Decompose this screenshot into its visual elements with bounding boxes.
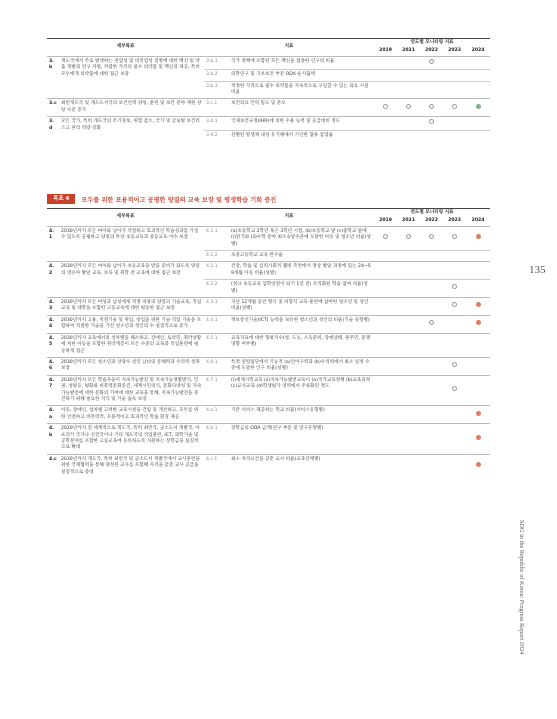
monitoring-cell	[420, 298, 443, 316]
monitoring-cell	[420, 454, 443, 478]
table-row	[47, 117, 490, 130]
monitoring-empty-circle-icon	[383, 104, 388, 109]
monitoring-cell	[443, 56, 466, 69]
target-column-header: 세부목표	[47, 39, 204, 57]
monitoring-empty-circle-icon	[429, 104, 434, 109]
monitoring-empty-circle-icon	[429, 59, 434, 64]
monitoring-empty-circle-icon	[452, 234, 457, 239]
monitoring-cell	[420, 406, 443, 424]
indicator-code: 4.1.2	[204, 251, 229, 262]
monitoring-filled-circle-icon	[476, 462, 481, 467]
target-text: 아동, 장애인, 성차별 고려한 교육시설을 건립 및 개선하고, 모두를 위한 안전하고 비폭력적, 포용적이고 효과적인 학습 환경 제공	[59, 406, 204, 424]
target-text: 2030년까지 모든 여아와 남아가 적절하고 효과적인 학습성과를 가질 수 있도록 공평하고 양질의 무상 초등교육과 중등교육 이수 보장	[59, 226, 204, 262]
indicator-column-header: 지표	[204, 209, 374, 227]
monitoring-empty-circle-icon	[452, 362, 457, 367]
monitoring-cell	[420, 375, 443, 406]
goal3-indicator-table	[47, 38, 490, 141]
target-text: 최빈개도국 및 개도도서국의 보건인력 양성, 훈련 및 보건 분야 재원 상당 수준 증가	[59, 99, 204, 117]
target-column-header: 세부목표	[47, 209, 204, 227]
target-text: 2020년까지 전 세계적으로 개도국, 특히 최빈국, 군소도서 개발국, 아프리카 국가나 선진국이나 기타 개도국의 직업훈련, ICT, 과학기술 및 공학분야를 포함한 고등교육에 등록하도록 지원하는 장학금을 실질적으로 확대	[59, 424, 204, 455]
monitoring-cell	[397, 375, 420, 406]
indicator-code: 4.6.1	[204, 357, 229, 375]
monitoring-cell	[420, 81, 443, 99]
monitoring-cell	[374, 333, 397, 357]
indicator-text: 교육지표에 대한 형평지수(성, 도농, 소득분위, 장애상태, 원주민, 분쟁영향 여부별)	[229, 333, 374, 357]
indicator-code: 3.c.1	[204, 99, 229, 117]
monitoring-cell	[420, 99, 443, 117]
year-header: 2023	[448, 218, 461, 224]
table-row	[47, 424, 490, 455]
monitoring-empty-circle-icon	[406, 104, 411, 109]
indicator-text: 초중고등학교 교육 완수율	[229, 251, 374, 262]
table-row	[47, 298, 490, 316]
indicator-text: 기본 서비스 제공하는 학교 비율(서비스유형별)	[229, 406, 374, 424]
monitoring-cell	[420, 130, 443, 141]
indicator-text: (정규 초등교육 입학연령이 되기 1년 전) 조직화된 학습 참여 비율(성별)	[229, 280, 374, 298]
monitoring-cell	[420, 226, 443, 250]
monitoring-cell	[397, 262, 420, 280]
target-text: 모든 국가, 특히 개도국의 조기경보, 위험 감소, 국가 및 글로벌 보건리스크 관리 역량 강화	[59, 117, 204, 141]
monitoring-cell	[443, 262, 466, 280]
monitoring-empty-circle-icon	[383, 234, 388, 239]
target-text: 2030년까지 개도국, 특히 최빈국 및 군소도서 개발국에서 교사훈련을 위한 국제협력을 통해 양성된 교사를 포함해 자격을 갖춘 교사 공급을 실질적으로 증대	[59, 454, 204, 478]
table-row	[47, 56, 490, 69]
monitoring-cell	[374, 454, 397, 478]
table-row	[47, 262, 490, 280]
indicator-code: 3.d.2	[204, 130, 229, 141]
indicator-code: 4.4.1	[204, 315, 229, 333]
monitoring-cell	[443, 130, 466, 141]
target-text: 2030년까지 교육에서의 성차별을 해소하고, 장애인, 토착민, 취약상황에 처한 아동을 포함한 취약계층이 모든 수준의 교육과 직업훈련에 평등하게 접근	[59, 333, 204, 357]
year-header: 2023	[448, 48, 461, 54]
target-text: 2030년까지 고용, 적정기술 및 취업, 창업을 위한 기술·직업 기술을 포함하여 적절한 기술을 가진 청소년과 성인의 수 실질적으로 증가	[59, 315, 204, 333]
table-row	[47, 357, 490, 375]
indicator-code: 4.3.1	[204, 298, 229, 316]
monitoring-cell	[420, 56, 443, 69]
monitoring-cell	[397, 424, 420, 455]
monitoring-cell	[466, 251, 490, 262]
target-code: 4.b	[47, 424, 59, 455]
monitoring-filled-circle-icon	[476, 234, 481, 239]
indicator-text: 의학연구 및 기초보건 부문 ODA 순지출액	[229, 70, 374, 81]
monitoring-cell	[397, 251, 420, 262]
monitoring-cell	[397, 70, 420, 81]
monitoring-cell	[374, 251, 397, 262]
indicator-text: 국제보건규정(IHR)에 의한 수용 능력 및 응급대비 정도	[229, 117, 374, 130]
year-header: 2021	[402, 48, 415, 54]
monitoring-filled-circle-icon	[476, 435, 481, 440]
indicator-code: 4.5.1	[204, 333, 229, 357]
table-row	[47, 406, 490, 424]
target-code: 4.1	[47, 226, 59, 262]
monitoring-cell	[443, 315, 466, 333]
monitoring-cell	[443, 375, 466, 406]
monitoring-cell	[374, 262, 397, 280]
year-header: 2024	[471, 218, 485, 224]
indicator-text: 선별된 항생제 내성 유기체에서 기인한 혈류 감염률	[229, 130, 374, 141]
monitoring-empty-circle-icon	[452, 104, 457, 109]
indicator-code: 4.1.1	[204, 226, 229, 250]
monitoring-cell	[466, 226, 490, 250]
indicator-code: 4.c.1	[204, 454, 229, 478]
monitoring-empty-circle-icon	[429, 119, 434, 124]
monitoring-cell	[397, 56, 420, 69]
monitoring-cell	[466, 117, 490, 130]
monitoring-cell	[443, 406, 466, 424]
indicator-text: (i)세계시민교육 (ii)지속가능발전교육이 (a)국가교육정책 (b)교육과정 (c)교사교육 (d)학생평가 영역에서 주류화된 정도	[229, 375, 374, 406]
monitoring-cell	[397, 280, 420, 298]
target-text: 2030년까지 모든 학습자들이 지속가능발전 및 지속가능생활방식, 인권, 성평등, 평화와 비폭력문화증진, 세계시민의식, 문화다양성 및 지속가능발전에 대한 문화의 기여에 대한 교육을 통해, 지속가능발전을 증진하기 위해 필요한 지식 및 기술 습득 보장	[59, 375, 204, 406]
monitoring-green-circle-icon	[476, 104, 481, 109]
monitoring-filled-circle-icon	[476, 302, 481, 307]
target-code: 4.2	[47, 262, 59, 298]
target-code: 4.6	[47, 357, 59, 375]
monitoring-cell	[374, 357, 397, 375]
indicator-text: 건강, 학습 및 심리사회적 웰빙 측면에서 정상 발달 과정에 있는 24~59개월 아동 비율(성별)	[229, 262, 374, 280]
monitoring-cell	[420, 280, 443, 298]
monitoring-cell	[466, 315, 490, 333]
monitoring-cell	[466, 333, 490, 357]
monitoring-cell	[466, 99, 490, 117]
monitoring-cell	[374, 315, 397, 333]
monitoring-cell	[443, 424, 466, 455]
monitoring-cell	[397, 357, 420, 375]
monitoring-cell	[466, 280, 490, 298]
monitoring-cell	[397, 454, 420, 478]
monitoring-cell	[466, 454, 490, 478]
goal4-title: 모두를 위한 포용적이고 공평한 양질의 교육 보장 및 평생학습 기회 증진	[81, 196, 277, 204]
monitoring-cell	[443, 99, 466, 117]
monitoring-cell	[443, 357, 466, 375]
indicator-text: 특정 연령집단에서 기능적 (a)언어구력과 (b)수리력에서 최소 일정 수준에 도달한 인구 비율(성별)	[229, 357, 374, 375]
target-code: 4.4	[47, 315, 59, 333]
monitoring-cell	[374, 406, 397, 424]
monitoring-cell	[397, 99, 420, 117]
monitoring-empty-circle-icon	[406, 234, 411, 239]
table-row	[47, 333, 490, 357]
table-row	[47, 454, 490, 478]
indicator-column-header: 지표	[204, 39, 374, 57]
monitoring-cell	[420, 315, 443, 333]
monitoring-empty-circle-icon	[452, 386, 457, 391]
indicator-text: 장학금의 ODA 금액(연구 부문 및 연구유형별)	[229, 424, 374, 455]
table-row	[47, 226, 490, 250]
target-code: 3.c	[47, 99, 59, 117]
page-number: 135	[529, 264, 546, 276]
indicator-text: 적정한 가격으로 필수 의약품을 지속적으로 구입할 수 있는 의료 시설 비율	[229, 81, 374, 99]
goal4-heading	[47, 194, 276, 204]
monitoring-cell	[420, 424, 443, 455]
indicator-text: 지난 12개월 동안 형식 및 비형식 교육·훈련에 참여한 청소년 및 성인 비율(성별)	[229, 298, 374, 316]
target-code: 4.c	[47, 454, 59, 478]
monitoring-cell	[466, 375, 490, 406]
indicator-code: 3.b.3	[204, 81, 229, 99]
indicator-code: 4.a.1	[204, 406, 229, 424]
monitoring-cell	[420, 70, 443, 81]
target-code: 4.3	[47, 298, 59, 316]
monitoring-cell	[374, 280, 397, 298]
target-text: 2030년까지 모든 여성과 남성에게 적정 비용의 양질의 기술교육, 직업교육 및 대학을 포함한 고등교육에 대한 평등한 접근 보장	[59, 298, 204, 316]
monitoring-cell	[397, 298, 420, 316]
monitoring-cell	[420, 117, 443, 130]
table-row	[47, 315, 490, 333]
indicator-code: 3.b.1	[204, 56, 229, 69]
year-header: 2022	[425, 48, 438, 54]
indicator-text: (a)초등학교 2학년 혹은 3학년 시점, (b)초등학교 말 (c)중학교 말에 (i)읽기와 (ii)수학 분야 최소숙달수준에 도달한 아동 및 청소년 비율(성별)	[229, 226, 374, 250]
indicator-code: 4.2.2	[204, 280, 229, 298]
monitoring-cell	[443, 81, 466, 99]
monitoring-cell	[374, 226, 397, 250]
indicator-text: 정보통신기술(ICT) 능력을 보유한 청소년과 성인의 비율(기술 유형별)	[229, 315, 374, 333]
monitoring-cell	[443, 280, 466, 298]
target-text: 개도국에서 주로 발생하는 전염성 및 비전염성 질병에 대한 백신 및 약품 개발과 연구 지원, 저렴한 가격의 필수 의약품 및 백신의 제공, 특히 모두에게 의약품에 대한 접근 보장	[59, 56, 204, 99]
indicator-code: 4.b.1	[204, 424, 229, 455]
monitoring-cell	[374, 424, 397, 455]
monitoring-cell	[374, 117, 397, 130]
monitoring-column-header: 연도별 모니터링 지표	[374, 39, 490, 48]
year-header: 2019	[379, 48, 392, 54]
target-code: 3.d	[47, 117, 59, 141]
monitoring-empty-circle-icon	[429, 234, 434, 239]
monitoring-cell	[374, 375, 397, 406]
target-text: 2030년까지 모든 여아와 남아가 초등교육을 받을 준비가 되도록 양질의 영유아 발달 교육, 보육 및 취학 전 교육에 대한 접근 보장	[59, 262, 204, 298]
monitoring-cell	[374, 81, 397, 99]
monitoring-empty-circle-icon	[429, 320, 434, 325]
monitoring-cell	[397, 117, 420, 130]
monitoring-cell	[466, 81, 490, 99]
monitoring-cell	[443, 117, 466, 130]
year-header: 2022	[425, 218, 438, 224]
year-header: 2024	[471, 48, 485, 54]
indicator-code: 3.b.2	[204, 70, 229, 81]
monitoring-empty-circle-icon	[452, 284, 457, 289]
monitoring-empty-circle-icon	[452, 302, 457, 307]
monitoring-cell	[374, 56, 397, 69]
target-code: 3.b	[47, 56, 59, 99]
monitoring-cell	[420, 333, 443, 357]
indicator-text: 최소 자격요건을 갖춘 교사 비율(교육단계별)	[229, 454, 374, 478]
target-code: 4.5	[47, 333, 59, 357]
monitoring-cell	[397, 81, 420, 99]
monitoring-cell	[374, 99, 397, 117]
year-header: 2019	[379, 218, 392, 224]
indicator-text: 국가 정책에 포함된 모든 백신을 접종한 인구의 비율	[229, 56, 374, 69]
report-side-title: SDG in the Republic of Korea: Progress Report 2024	[518, 520, 525, 655]
monitoring-cell	[374, 130, 397, 141]
monitoring-cell	[420, 251, 443, 262]
monitoring-cell	[443, 70, 466, 81]
indicator-code: 4.2.1	[204, 262, 229, 280]
table-row	[47, 99, 490, 117]
monitoring-cell	[397, 315, 420, 333]
monitoring-cell	[420, 357, 443, 375]
monitoring-cell	[374, 298, 397, 316]
monitoring-cell	[466, 424, 490, 455]
monitoring-cell	[466, 298, 490, 316]
indicator-code: 4.7.1	[204, 375, 229, 406]
year-header: 2021	[402, 218, 415, 224]
monitoring-cell	[374, 70, 397, 81]
monitoring-column-header: 연도별 모니터링 지표	[374, 209, 490, 218]
monitoring-cell	[466, 406, 490, 424]
goal4-indicator-table	[47, 208, 490, 478]
monitoring-cell	[466, 262, 490, 280]
monitoring-cell	[443, 298, 466, 316]
monitoring-cell	[443, 226, 466, 250]
monitoring-filled-circle-icon	[476, 411, 481, 416]
indicator-text: 보건의료 인력 밀도 및 분포	[229, 99, 374, 117]
monitoring-cell	[397, 130, 420, 141]
monitoring-cell	[420, 262, 443, 280]
indicator-code: 3.d.1	[204, 117, 229, 130]
monitoring-cell	[466, 56, 490, 69]
monitoring-cell	[397, 406, 420, 424]
table-row	[47, 375, 490, 406]
monitoring-filled-circle-icon	[476, 320, 481, 325]
monitoring-cell	[466, 70, 490, 81]
target-code: 4.7	[47, 375, 59, 406]
monitoring-cell	[466, 357, 490, 375]
monitoring-cell	[397, 226, 420, 250]
target-text: 2030년까지 모든 청소년과 상당수 성인 남녀의 문해력과 수리력 성취 보장	[59, 357, 204, 375]
goal4-badge: 목표 4	[47, 194, 75, 204]
monitoring-cell	[443, 454, 466, 478]
monitoring-cell	[443, 251, 466, 262]
monitoring-cell	[397, 333, 420, 357]
monitoring-cell	[466, 130, 490, 141]
target-code: 4.a	[47, 406, 59, 424]
monitoring-cell	[443, 333, 466, 357]
